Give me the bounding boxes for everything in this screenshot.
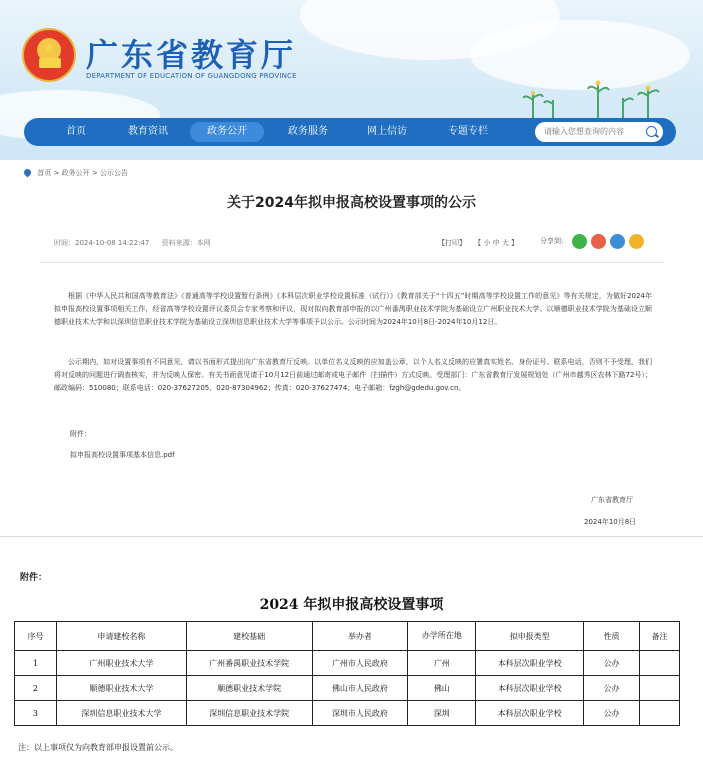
nav-gov-services[interactable]: 政务服务 (288, 126, 328, 137)
breadcrumb-announcements[interactable]: 公示公告 (99, 169, 128, 177)
attachment-heading: 附件： (20, 573, 48, 583)
table-cell: 顺德职业技术学院 (186, 676, 312, 701)
column-header: 性质 (584, 622, 640, 651)
section-divider (0, 536, 703, 537)
attachment-label: 附件： (70, 430, 91, 438)
table-row (15, 676, 680, 701)
column-header: 办学所在地 (408, 622, 476, 651)
national-emblem-icon: ★ (22, 28, 76, 82)
header-banner (0, 0, 703, 160)
column-header: 序号 (15, 622, 57, 651)
site-title[interactable]: 广东省教育厅 (86, 36, 297, 74)
table-cell: 本科层次职业学校 (476, 701, 584, 726)
table-cell: 2 (15, 676, 57, 701)
nav-news[interactable]: 教育资讯 (128, 126, 168, 137)
table-cell: 3 (15, 701, 57, 726)
table-cell: 广州 (408, 651, 476, 676)
divider (40, 262, 664, 263)
signing-date: 2024年10月8日 (584, 518, 637, 526)
table-note: 注：以上事项仅为向教育部申报设置前公示。 (18, 743, 178, 752)
table-cell: 本科层次职业学校 (476, 676, 584, 701)
table-cell: 公办 (584, 701, 640, 726)
table-cell: 佛山市人民政府 (312, 676, 408, 701)
table-cell: 顺德职业技术大学 (56, 676, 186, 701)
signer: 广东省教育厅 (591, 496, 633, 504)
table-cell: 广州番禺职业技术学院 (186, 651, 312, 676)
table-cell: 公办 (584, 676, 640, 701)
table-cell: 公办 (584, 651, 640, 676)
nav-government-affairs[interactable]: 政务公开 (190, 122, 264, 142)
wechat-share-icon[interactable] (572, 234, 587, 249)
site-subtitle: DEPARTMENT OF EDUCATION OF GUANGDONG PROVINCE (86, 72, 297, 80)
publish-time: 时间：2024-10-08 14:22:47 (54, 239, 150, 247)
nav-special-topics[interactable]: 专题专栏 (448, 126, 488, 137)
search-icon[interactable] (646, 126, 657, 137)
nav-petition[interactable]: 网上信访 (367, 126, 407, 137)
column-header: 建校基础 (186, 622, 312, 651)
table-cell: 深圳 (408, 701, 476, 726)
table-cell (640, 676, 680, 701)
search-input[interactable] (535, 122, 663, 142)
column-header: 拟申报类型 (476, 622, 584, 651)
breadcrumb-separator: > (91, 169, 98, 177)
breadcrumb-government-affairs[interactable]: 政务公开 (61, 169, 90, 177)
table-cell (640, 701, 680, 726)
nav-home[interactable]: 首页 (66, 126, 86, 137)
table-row (15, 701, 680, 726)
qzone-share-icon[interactable] (629, 234, 644, 249)
breadcrumb-home[interactable]: 首页 (37, 169, 52, 177)
font-size-switcher[interactable]: 【 小 中 大 】 (474, 239, 519, 247)
qq-share-icon[interactable] (610, 234, 625, 249)
table-title: 2024 年拟申报高校设置事项 (259, 597, 444, 613)
article-tools (438, 238, 524, 248)
location-pin-icon (23, 168, 33, 178)
column-header: 举办者 (312, 622, 408, 651)
table-cell: 1 (15, 651, 57, 676)
breadcrumb (24, 168, 128, 178)
schools-table (14, 621, 680, 726)
print-button[interactable]: 【打印】 (438, 239, 466, 247)
weibo-share-icon[interactable] (591, 234, 606, 249)
article-paragraph-1: 根据《中华人民共和国高等教育法》《普通高等学校设置暂行条例》《本科层次职业学校设置标准（试行）》《教育部关于“十四五”时期高等学校设置工作的意见》等有关规定，为做好2024年拟申报高校设置事项相关工作，经省高等学校设置评议委员会专家考察和评议，现对拟向教育部申报的以广州番禺职业技术学院为基础设立广州职业技术大学、以顺德职业技术学院为基础设立顺德职业技术大学和以深圳信息职业技术学院为基础设立深圳信息职业技术大学等事项予以公示。公示时间为2024年10月8日-2024年10月12日。 (54, 292, 652, 326)
article-title: 关于2024年拟申报高校设置事项的公示 (227, 195, 476, 211)
table-header-row (15, 622, 680, 651)
table-cell: 广州职业技术大学 (56, 651, 186, 676)
share-label: 分享到: (540, 237, 564, 245)
column-header: 申请建校名称 (56, 622, 186, 651)
decorative-plants-icon (523, 70, 663, 120)
attachment-file-link[interactable]: 拟申报高校设置事项基本信息.pdf (70, 451, 175, 459)
article-meta (54, 238, 221, 248)
table-cell: 本科层次职业学校 (476, 651, 584, 676)
table-cell: 广州市人民政府 (312, 651, 408, 676)
table-cell: 深圳信息职业技术大学 (56, 701, 186, 726)
article-paragraph-2: 公示期内，如对设置事项有不同意见，请以书面形式提出向广东省教育厅反映。以单位名义反映的应加盖公章，以个人名义反映的应署真实姓名、身份证号、联系电话，否则不予受理。我们将对反映的问题进行调查核实，并为反映人保密。有关书面意见请于10月12日前通过邮寄或电子邮件（扫描件）方式反映。受理部门：广东省教育厅发展规划处（广州市越秀区农林下路72号）；邮政编码：510080；联系电话：020-37627205、020-87304962；传真：020-37627474；电子邮箱：fzgh@gdedu.gov.cn。 (54, 358, 652, 392)
breadcrumb-separator: > (53, 169, 60, 177)
table-cell: 深圳信息职业技术学院 (186, 701, 312, 726)
table-cell (640, 651, 680, 676)
column-header: 备注 (640, 622, 680, 651)
article-source: 资料来源：本网 (161, 239, 211, 247)
table-cell: 深圳市人民政府 (312, 701, 408, 726)
table-row (15, 651, 680, 676)
table-cell: 佛山 (408, 676, 476, 701)
